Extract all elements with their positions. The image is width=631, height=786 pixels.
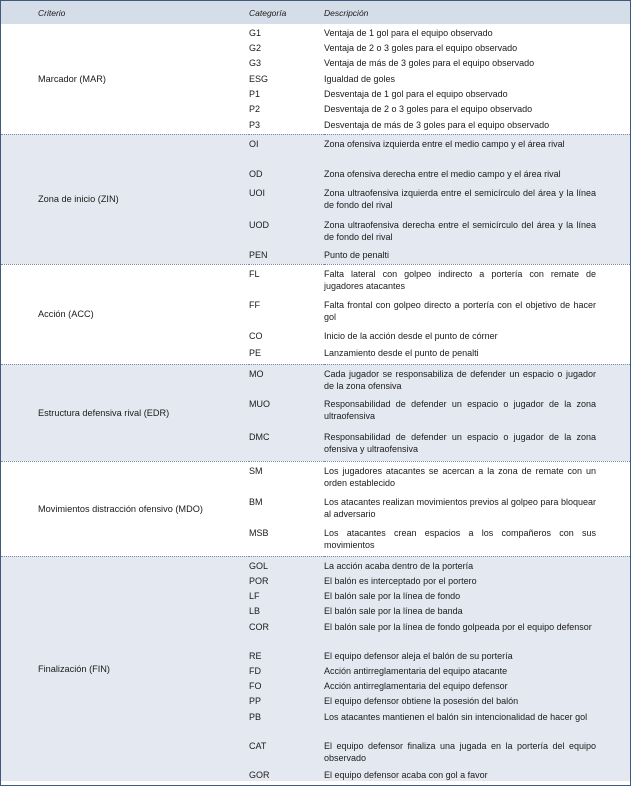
category-code: LF (249, 590, 260, 601)
category-description: Acción antirreglamentaria del equipo atacante (324, 665, 508, 676)
criteria-table (1, 1, 630, 781)
category-description: El balón sale por la línea de banda (324, 605, 463, 616)
table-row (1, 364, 630, 395)
category-description: El equipo defensor finaliza una jugada en la portería del equipo observado (324, 740, 596, 763)
category-code: UOD (249, 220, 269, 230)
category-code: FL (249, 264, 324, 296)
category-code: SM (249, 461, 324, 493)
table-row (1, 264, 630, 296)
criterion-name: Finalización (FIN) (1, 556, 249, 781)
criterion-group (1, 134, 630, 264)
category-code: ESG (249, 74, 269, 84)
category-code: G1 (249, 28, 262, 38)
category-code: FO (249, 680, 262, 691)
category-code: OD (249, 169, 263, 179)
category-code: LB (249, 605, 261, 616)
category-description: Responsabilidad de defender un espacio o jugador de la zona ofensiva y ultraofensiva (324, 432, 596, 454)
category-description: Falta frontal con golpeo directo a portería con el objetivo de hacer gol (324, 300, 596, 322)
category-description: Desventaja de más de 3 goles para el equipo observado (324, 120, 550, 130)
category-description: El balón sale por la línea de fondo golpeada por el equipo defensor (324, 621, 592, 632)
criterion-group (1, 264, 630, 364)
category-description: Falta lateral con golpeo indirecto a portería con remate de jugadores atacantes (324, 264, 630, 296)
category-description: Punto de penalti (324, 250, 390, 260)
category-description: Cada jugador se responsabiliza de defender un espacio o jugador de la zona ofensiva (324, 364, 630, 395)
category-description: El balón sale por la línea de fondo (324, 590, 461, 601)
category-description: Inicio de la acción desde el punto de córner (324, 331, 498, 341)
criterion-name: Zona de inicio (ZIN) (1, 134, 249, 264)
category-code: FF (249, 300, 260, 310)
category-description: La acción acaba dentro de la portería (324, 556, 630, 572)
category-description: Zona ultraofensiva izquierda entre el semicírculo del área y la línea de fondo del rival (324, 188, 596, 210)
category-code: RE (249, 650, 262, 661)
category-code: MUO (249, 399, 270, 409)
category-code: CO (249, 331, 263, 341)
category-description: Desventaja de 2 o 3 goles para el equipo observado (324, 104, 533, 114)
category-code: OI (249, 134, 324, 165)
category-code: UOI (249, 188, 266, 198)
category-description: Los atacantes crean espacios a los compañeros con sus movimientos (324, 528, 596, 550)
category-description: Los jugadores atacantes se acercan a la zona de remate con un orden establecido (324, 461, 630, 493)
category-description: Ventaja de 2 o 3 goles para el equipo observado (324, 43, 518, 53)
category-description: Desventaja de 1 gol para el equipo observado (324, 89, 508, 99)
category-code: FD (249, 665, 261, 676)
criterion-name: Estructura defensiva rival (EDR) (1, 364, 249, 461)
category-description: El equipo defensor aleja el balón de su portería (324, 650, 513, 661)
header-criterio: Criterio (1, 1, 249, 24)
category-description: Lanzamiento desde el punto de penalti (324, 348, 479, 358)
category-description: Ventaja de 1 gol para el equipo observado (324, 28, 493, 38)
category-code: P2 (249, 104, 261, 114)
category-code: PE (249, 348, 262, 358)
criterion-name: Movimientos distracción ofensivo (MDO) (1, 461, 249, 556)
category-description: El equipo defensor acaba con gol a favor (324, 769, 488, 780)
category-description: Igualdad de goles (324, 74, 396, 84)
criterion-group (1, 24, 630, 134)
table-row (1, 134, 630, 165)
category-code: G2 (249, 43, 262, 53)
category-code: CAT (249, 740, 267, 751)
criterion-group (1, 364, 630, 461)
category-description: Acción antirreglamentaria del equipo defensor (324, 680, 508, 691)
category-code: GOR (249, 769, 270, 780)
criterion-group (1, 461, 630, 556)
category-code: PP (249, 695, 262, 706)
category-code: COR (249, 621, 269, 632)
category-description: Los atacantes realizan movimientos previos al golpeo para bloquear al adversario (324, 497, 596, 519)
table-row (1, 461, 630, 493)
category-code: DMC (249, 432, 270, 442)
category-description: Responsabilidad de defender un espacio o jugador de la zona ultraofensiva (324, 399, 596, 421)
category-code: P1 (249, 89, 261, 99)
category-code: PEN (249, 250, 268, 260)
category-code: G3 (249, 58, 262, 68)
category-code: BM (249, 497, 263, 507)
category-code: MO (249, 364, 324, 395)
category-code: PB (249, 711, 262, 722)
table-row (1, 24, 630, 39)
criterion-group (1, 556, 630, 781)
category-code: GOL (249, 556, 324, 572)
criterion-name: Marcador (MAR) (38, 73, 106, 84)
category-code: POR (249, 575, 269, 586)
category-code: MSB (249, 528, 269, 538)
category-description: Ventaja de más de 3 goles para el equipo observado (324, 58, 535, 68)
criterion-name: Acción (ACC) (1, 264, 249, 364)
category-description: Los atacantes mantienen el balón sin intencionalidad de hacer gol (324, 711, 588, 722)
category-description: Zona ofensiva izquierda entre el medio campo y el área rival (324, 134, 630, 165)
category-description: El balón es interceptado por el portero (324, 575, 477, 586)
header-descripcion: Descripción (324, 1, 630, 24)
category-code: P3 (249, 120, 261, 130)
category-description: Zona ofensiva derecha entre el medio campo y el área rival (324, 169, 561, 179)
category-description: El equipo defensor obtiene la posesión del balón (324, 695, 519, 706)
table-header (1, 1, 630, 24)
table-row (1, 556, 630, 572)
header-categoria: Categoría (249, 1, 324, 24)
category-description: Zona ultraofensiva derecha entre el semicírculo del área y la línea de fondo del rival (324, 220, 596, 242)
